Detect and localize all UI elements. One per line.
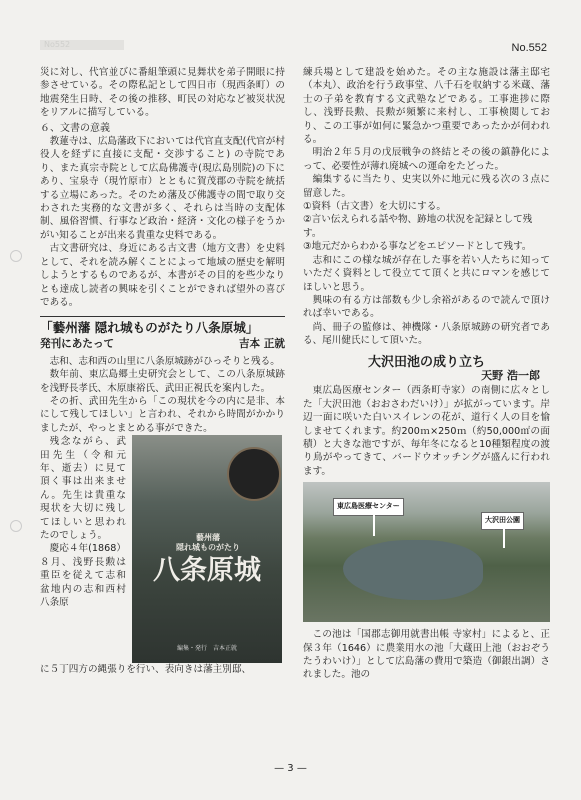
article-author: 天野 浩一郎 <box>481 368 540 382</box>
list-item: ③地元だからわかる事などをエピソードとして残す。 <box>303 241 532 253</box>
article-subtitle: 発刊にあたって <box>40 338 115 351</box>
paragraph: 慶応４年(1868）８月、浅野長勲は重臣を従えて志和盆地内の志和西村八条原 <box>40 543 126 609</box>
list-item: ①資料（古文書）を大切にする。 <box>303 201 446 213</box>
text-with-book-cover <box>40 435 285 663</box>
paragraph: 古文書研究は、身近にある古文書（地方文書）を史料として、それを読み解くことによって地域の歴史を解明しようとするものであるが、本書がその目的を些少なりとも達成し読者の興味を引くことができれば望外の喜びである。 <box>40 243 285 308</box>
photo-label-park: 大沢田公園 <box>481 512 524 529</box>
crest-icon <box>227 447 281 501</box>
pond-shape <box>343 540 483 600</box>
paragraph: 志和、志和西の山里に八条原城跡がひっそりと残る。 <box>49 355 280 367</box>
bleed-through-header: No552 <box>40 40 124 50</box>
paragraph: 明治２年５月の戊辰戦争の終結とその後の鎮静化によって、必要性が薄れ廃城への運命をたどった。 <box>303 147 550 172</box>
punch-hole <box>10 520 22 532</box>
arrow-icon <box>503 524 505 548</box>
section-heading: ６、文書の意義 <box>40 122 110 134</box>
punch-hole <box>10 250 22 262</box>
paragraph: に５丁四方の縄張りを行い、表向きは藩主別邸、 <box>40 664 252 676</box>
book-subtitle: 藝州藩 隠れ城ものがたり <box>176 533 240 553</box>
paragraph: 東広島医療センター（西条町寺家）の南側に広々とした「大沢田池（おおさわだいけ）」が拡がっています。岸辺一面に咲いた白いスイレンの花が、道行く人の目を愉しませてくれます。約200ｍ×250ｍ（約50,000㎡の面積）と大きな池ですが、毎年冬になると10種類程度の渡り鳥がやってきて、バードウオッチングが盛んに行われます。 <box>303 385 550 477</box>
paragraph: 災に対し、代官並びに番組筆頭に見舞状を弟子開眼に持参させている。その際私記として四日市（現西条町）の地震発生日時、その後の推移、町民の対応など被災状況をリアルに描写している。 <box>40 67 285 119</box>
page-number: — 3 — <box>274 763 307 774</box>
photo-label-hospital: 東広島医療センター <box>333 498 404 515</box>
arrow-icon <box>373 510 375 536</box>
aerial-photo <box>303 482 550 622</box>
paragraph: 練兵場として建設を始めた。その主な施設は藩主邸宅（本丸）、政治を行う政事堂、八千石を収納する米蔵、藩士の子弟を教育する文武塾などである。工事進捗に際し、浅野長勲、長勲が頻繁に来村し、工事検閲しており、この工事が如何に緊急かつ重要であったかが伺われる。 <box>303 67 550 146</box>
issue-number: No.552 <box>511 42 547 54</box>
paragraph: 教蓮寺は、広島藩政下においては代官直支配(代官が村役人を経ずに直接に支配・交渉すること) の寺院であり、また真宗寺院として広島佛護寺(現広島別院)の下にあり、宝泉寺（現竹原市）とともに賀茂郡の寺院を統括する立場にあった。そのため藩及び佛護寺の間で取り交わされた実務的な文書が多く、それらは当時の支配体制、風俗習慣、行事など政治・経済・文化の様子をうかがい知ることが出来る貴重な史料である。 <box>40 136 285 241</box>
book-publisher: 編集・発行 吉本正就 <box>176 644 237 652</box>
paragraph: この池は「国郡志御用就書出帳 寺家村」によると、正保３年（1646）に農業用水の池「大蔵田上池（おおぞうたうわいけ）」として広島藩の費用で築造（御銀出調）されました。池の <box>303 629 550 681</box>
paragraph: 興味の有る方は部数も少し余裕があるので読んで頂ければ幸いである。 <box>303 294 550 320</box>
article-byline <box>40 338 285 351</box>
right-column <box>303 66 550 682</box>
book-title: 八条原城 <box>153 555 261 587</box>
paragraph: 数年前、東広島郷土史研究会として、この八条原城跡を浅野長孝氏、木原康裕氏、武田正視氏を案内した。 <box>40 369 285 394</box>
list-item: ②言い伝えられる話や物、跡地の状況を記録として残す。 <box>303 214 533 239</box>
article-author: 吉本 正就 <box>238 338 285 351</box>
article-title: 大沢田池の成り立ち <box>367 354 485 370</box>
book-cover-image <box>132 435 282 663</box>
left-column <box>40 66 285 677</box>
wrapped-text <box>40 435 126 663</box>
paragraph: 志和にこの様な城が存在した事を若い人たちに知っていただく資料として役立てて頂くと共にロマンを感じてほしいと思う。 <box>303 254 550 293</box>
paragraph: 残念ながら、武田先生（令和元年、逝去）に見て頂く事は出来ません。先生は貴重な現状を大切に残してほしいと思われたのでしょう。 <box>40 436 126 541</box>
paragraph: 尚、冊子の監修は、神機隊・八条原城跡の研究者である、尾川健氏にして頂いた。 <box>303 321 550 347</box>
paragraph: その折、武田先生から「この現状を今の内に是非、本にして残してほしい」と言われ、それから時間がかかりましたが、やっとまとめる事ができた。 <box>40 395 285 434</box>
article-title: 「藝州藩 隠れ城ものがたり八条原城」 <box>40 316 285 336</box>
paragraph: 編集するに当たり、史実以外に地元に残る次の３点に留意した。 <box>303 174 550 199</box>
